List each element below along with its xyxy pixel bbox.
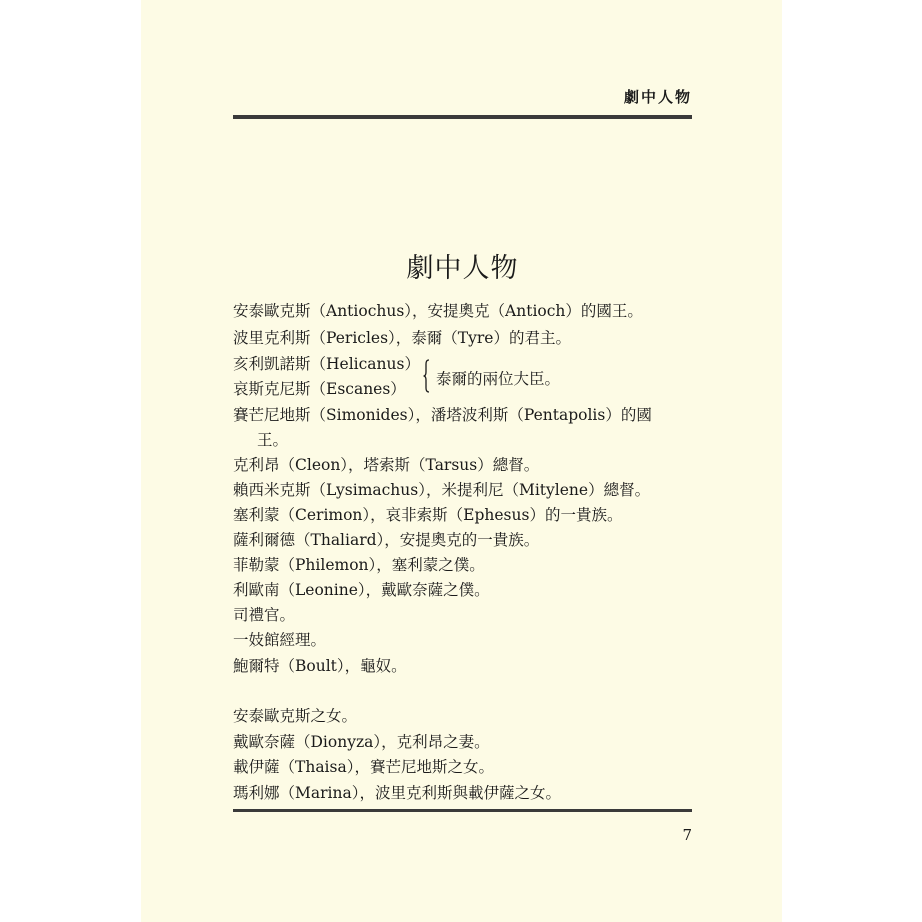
- female-character-entry: 瑪利娜（Marina），波里克利斯與載伊薩之女。: [233, 784, 561, 802]
- character-entry: 塞利蒙（Cerimon），哀非索斯（Ephesus）的一貴族。: [233, 506, 623, 524]
- character-entry: 安泰歐克斯（Antiochus），安提奧克（Antioch）的國王。: [233, 302, 643, 320]
- character-entry: 司禮官。: [233, 606, 296, 624]
- footer-rule: [233, 809, 692, 812]
- character-entry: 利歐南（Leonine），戴歐奈薩之僕。: [233, 581, 490, 599]
- character-entry: 賴西米克斯（Lysimachus），米提利尼（Mitylene）總督。: [233, 481, 651, 499]
- character-entry: 哀斯克尼斯（Escanes）: [233, 380, 406, 398]
- grouping-brace: [423, 359, 431, 393]
- running-head: 劇中人物: [623, 88, 692, 106]
- character-entry: 克利昂（Cleon），塔索斯（Tarsus）總督。: [233, 456, 540, 474]
- character-entry: 鮑爾特（Boult），龜奴。: [233, 657, 407, 675]
- header-rule: [233, 115, 692, 119]
- female-character-entry: 安泰歐克斯之女。: [233, 707, 358, 725]
- group-note: 泰爾的兩位大臣。: [436, 370, 561, 388]
- character-entry-continued: 王。: [257, 431, 289, 449]
- character-entry: 一妓館經理。: [233, 631, 327, 649]
- character-entry: 賽芒尼地斯（Simonides），潘塔波利斯（Pentapolis）的國: [233, 406, 652, 424]
- female-character-entry: 載伊薩（Thaisa），賽芒尼地斯之女。: [233, 758, 494, 776]
- character-entry: 亥利凱諾斯（Helicanus）: [233, 355, 420, 373]
- female-character-entry: 戴歐奈薩（Dionyza），克利昂之妻。: [233, 733, 490, 751]
- character-entry: 菲勒蒙（Philemon），塞利蒙之僕。: [233, 556, 485, 574]
- page-title: 劇中人物: [406, 253, 519, 284]
- book-page: [141, 0, 782, 922]
- character-entry: 波里克利斯（Pericles），泰爾（Tyre）的君主。: [233, 329, 571, 347]
- page-number: 7: [682, 826, 692, 844]
- character-entry: 薩利爾德（Thaliard），安提奧克的一貴族。: [233, 531, 540, 549]
